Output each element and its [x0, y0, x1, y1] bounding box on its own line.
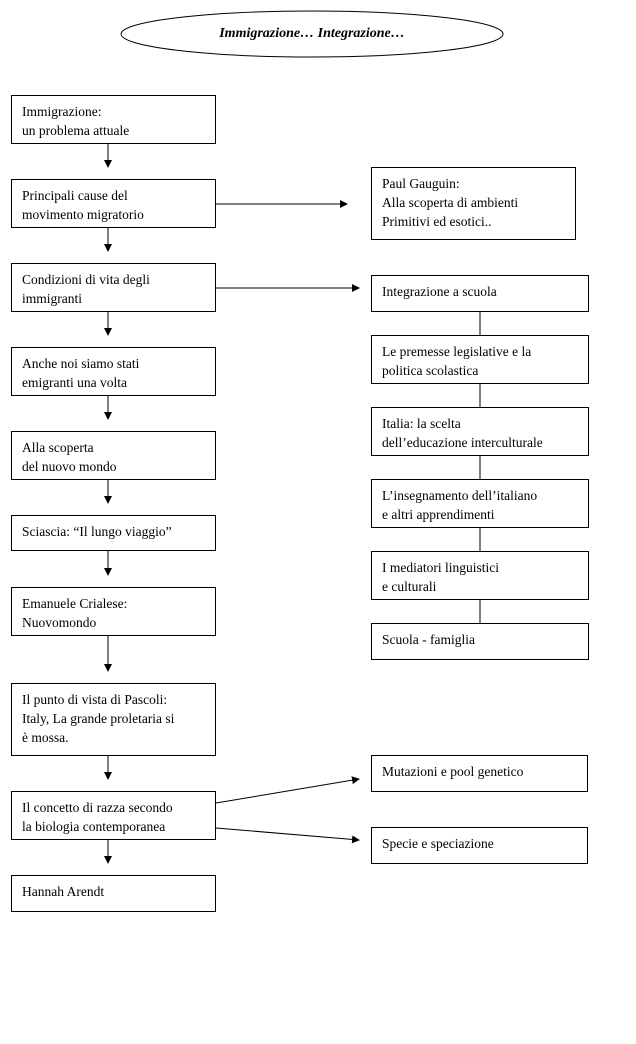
node-scuola-famiglia: Scuola - famiglia — [371, 623, 589, 660]
node-mediatori: I mediatori linguistici e culturali — [371, 551, 589, 600]
node-crialese: Emanuele Crialese: Nuovomondo — [11, 587, 216, 636]
node-specie: Specie e speciazione — [371, 827, 588, 864]
node-razza: Il concetto di razza secondo la biologia contemporanea — [11, 791, 216, 840]
page-title: Immigrazione… Integrazione… — [219, 26, 405, 41]
node-integrazione-scuola: Integrazione a scuola — [371, 275, 589, 312]
node-nuovo-mondo: Alla scoperta del nuovo mondo — [11, 431, 216, 480]
arrow-razza-mutazioni — [216, 779, 359, 803]
node-immigrazione: Immigrazione: un problema attuale — [11, 95, 216, 144]
node-italia: Italia: la scelta dell’educazione interculturale — [371, 407, 589, 456]
node-pascoli: Il punto di vista di Pascoli: Italy, La grande proletaria si è mossa. — [11, 683, 216, 756]
node-sciascia: Sciascia: “Il lungo viaggio” — [11, 515, 216, 551]
node-insegnamento: L’insegnamento dell’italiano e altri apprendimenti — [371, 479, 589, 528]
node-mutazioni: Mutazioni e pool genetico — [371, 755, 588, 792]
node-emigranti: Anche noi siamo stati emigranti una volta — [11, 347, 216, 396]
node-arendt: Hannah Arendt — [11, 875, 216, 912]
node-condizioni: Condizioni di vita degli immigranti — [11, 263, 216, 312]
node-cause: Principali cause del movimento migratorio — [11, 179, 216, 228]
node-gauguin: Paul Gauguin: Alla scoperta di ambienti Primitivi ed esotici.. — [371, 167, 576, 240]
node-premesse: Le premesse legislative e la politica scolastica — [371, 335, 589, 384]
arrow-razza-specie — [216, 828, 359, 840]
